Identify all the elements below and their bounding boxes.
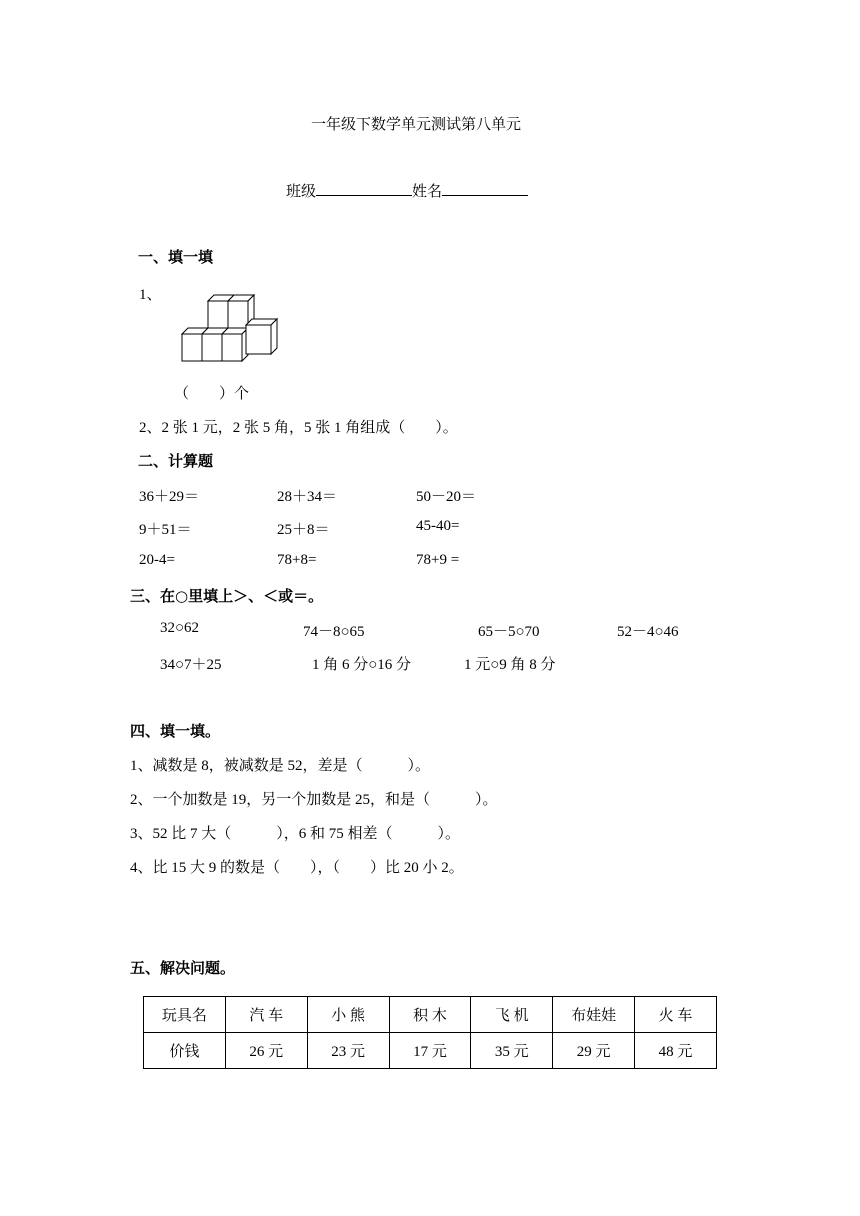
compare-item: 52－4○46 bbox=[617, 624, 679, 640]
cube-stack-figure bbox=[180, 292, 280, 364]
section-5-heading: 五、解决问题。 bbox=[130, 959, 236, 977]
table-cell: 飞 机 bbox=[471, 997, 553, 1033]
name-blank[interactable] bbox=[442, 181, 528, 196]
section-4-heading: 四、填一填。 bbox=[130, 722, 221, 740]
compare-item: 34○7＋25 bbox=[160, 657, 222, 673]
calc-item: 20-4= bbox=[139, 552, 175, 568]
q2-text: 2、2 张 1 元，2 张 5 角，5 张 1 角组成（ ）。 bbox=[139, 420, 458, 436]
table-cell: 26 元 bbox=[225, 1033, 307, 1069]
table-cell: 29 元 bbox=[553, 1033, 635, 1069]
q1-number: 1、 bbox=[139, 287, 162, 303]
fill-item: 2、一个加数是 19，另一个加数是 25，和是（ ）。 bbox=[130, 792, 498, 808]
compare-item: 1 元○9 角 8 分 bbox=[464, 657, 556, 673]
section-1-heading: 一、填一填 bbox=[138, 248, 214, 266]
cube-front-face bbox=[246, 325, 271, 354]
table-cell: 玩具名 bbox=[144, 997, 226, 1033]
cube-front-face bbox=[182, 334, 202, 361]
fill-item: 3、52 比 7 大（ ），6 和 75 相差（ ）。 bbox=[130, 826, 461, 842]
cube-front-face bbox=[202, 334, 222, 361]
cube-side-face bbox=[271, 319, 277, 354]
calc-item: 45-40= bbox=[416, 518, 460, 534]
table-cell: 火 车 bbox=[635, 997, 717, 1033]
calc-item: 78+9 = bbox=[416, 552, 460, 568]
table-cell: 35 元 bbox=[471, 1033, 553, 1069]
table-cell: 积 木 bbox=[389, 997, 471, 1033]
table-cell: 小 熊 bbox=[307, 997, 389, 1033]
cube-front-face bbox=[208, 301, 228, 328]
fill-item: 4、比 15 大 9 的数是（ ），（ ）比 20 小 2。 bbox=[130, 860, 464, 876]
student-info bbox=[286, 180, 528, 201]
compare-item: 32○62 bbox=[160, 620, 200, 636]
cube-front-face bbox=[222, 334, 242, 361]
compare-item: 65－5○70 bbox=[478, 624, 540, 640]
compare-item: 1 角 6 分○16 分 bbox=[312, 657, 412, 673]
cube-front-face bbox=[228, 301, 248, 328]
table-cell: 23 元 bbox=[307, 1033, 389, 1069]
calc-item: 25＋8＝ bbox=[277, 522, 330, 538]
table-cell: 布娃娃 bbox=[553, 997, 635, 1033]
table-row bbox=[144, 997, 717, 1033]
calc-item: 9＋51＝ bbox=[139, 522, 192, 538]
table-cell: 17 元 bbox=[389, 1033, 471, 1069]
calc-item: 50－20＝ bbox=[416, 489, 477, 505]
table-cell: 汽 车 bbox=[225, 997, 307, 1033]
calc-item: 36＋29＝ bbox=[139, 489, 200, 505]
q1-answer: （ ）个 bbox=[174, 386, 250, 402]
toy-price-table bbox=[143, 996, 717, 1069]
section-3-heading: 三、在○里填上＞、＜或＝。 bbox=[130, 587, 324, 605]
class-label: 班级 bbox=[286, 184, 317, 200]
compare-item: 74－8○65 bbox=[303, 624, 365, 640]
calc-item: 28＋34＝ bbox=[277, 489, 338, 505]
class-blank[interactable] bbox=[316, 181, 412, 196]
fill-item: 1、减数是 8，被减数是 52，差是（ ）。 bbox=[130, 758, 431, 774]
table-cell: 48 元 bbox=[635, 1033, 717, 1069]
table-row bbox=[144, 1033, 717, 1069]
table-cell: 价钱 bbox=[144, 1033, 226, 1069]
page-title: 一年级下数学单元测试第八单元 bbox=[311, 117, 522, 133]
section-2-heading: 二、计算题 bbox=[138, 452, 214, 470]
name-label: 姓名 bbox=[412, 184, 443, 200]
calc-item: 78+8= bbox=[277, 552, 317, 568]
